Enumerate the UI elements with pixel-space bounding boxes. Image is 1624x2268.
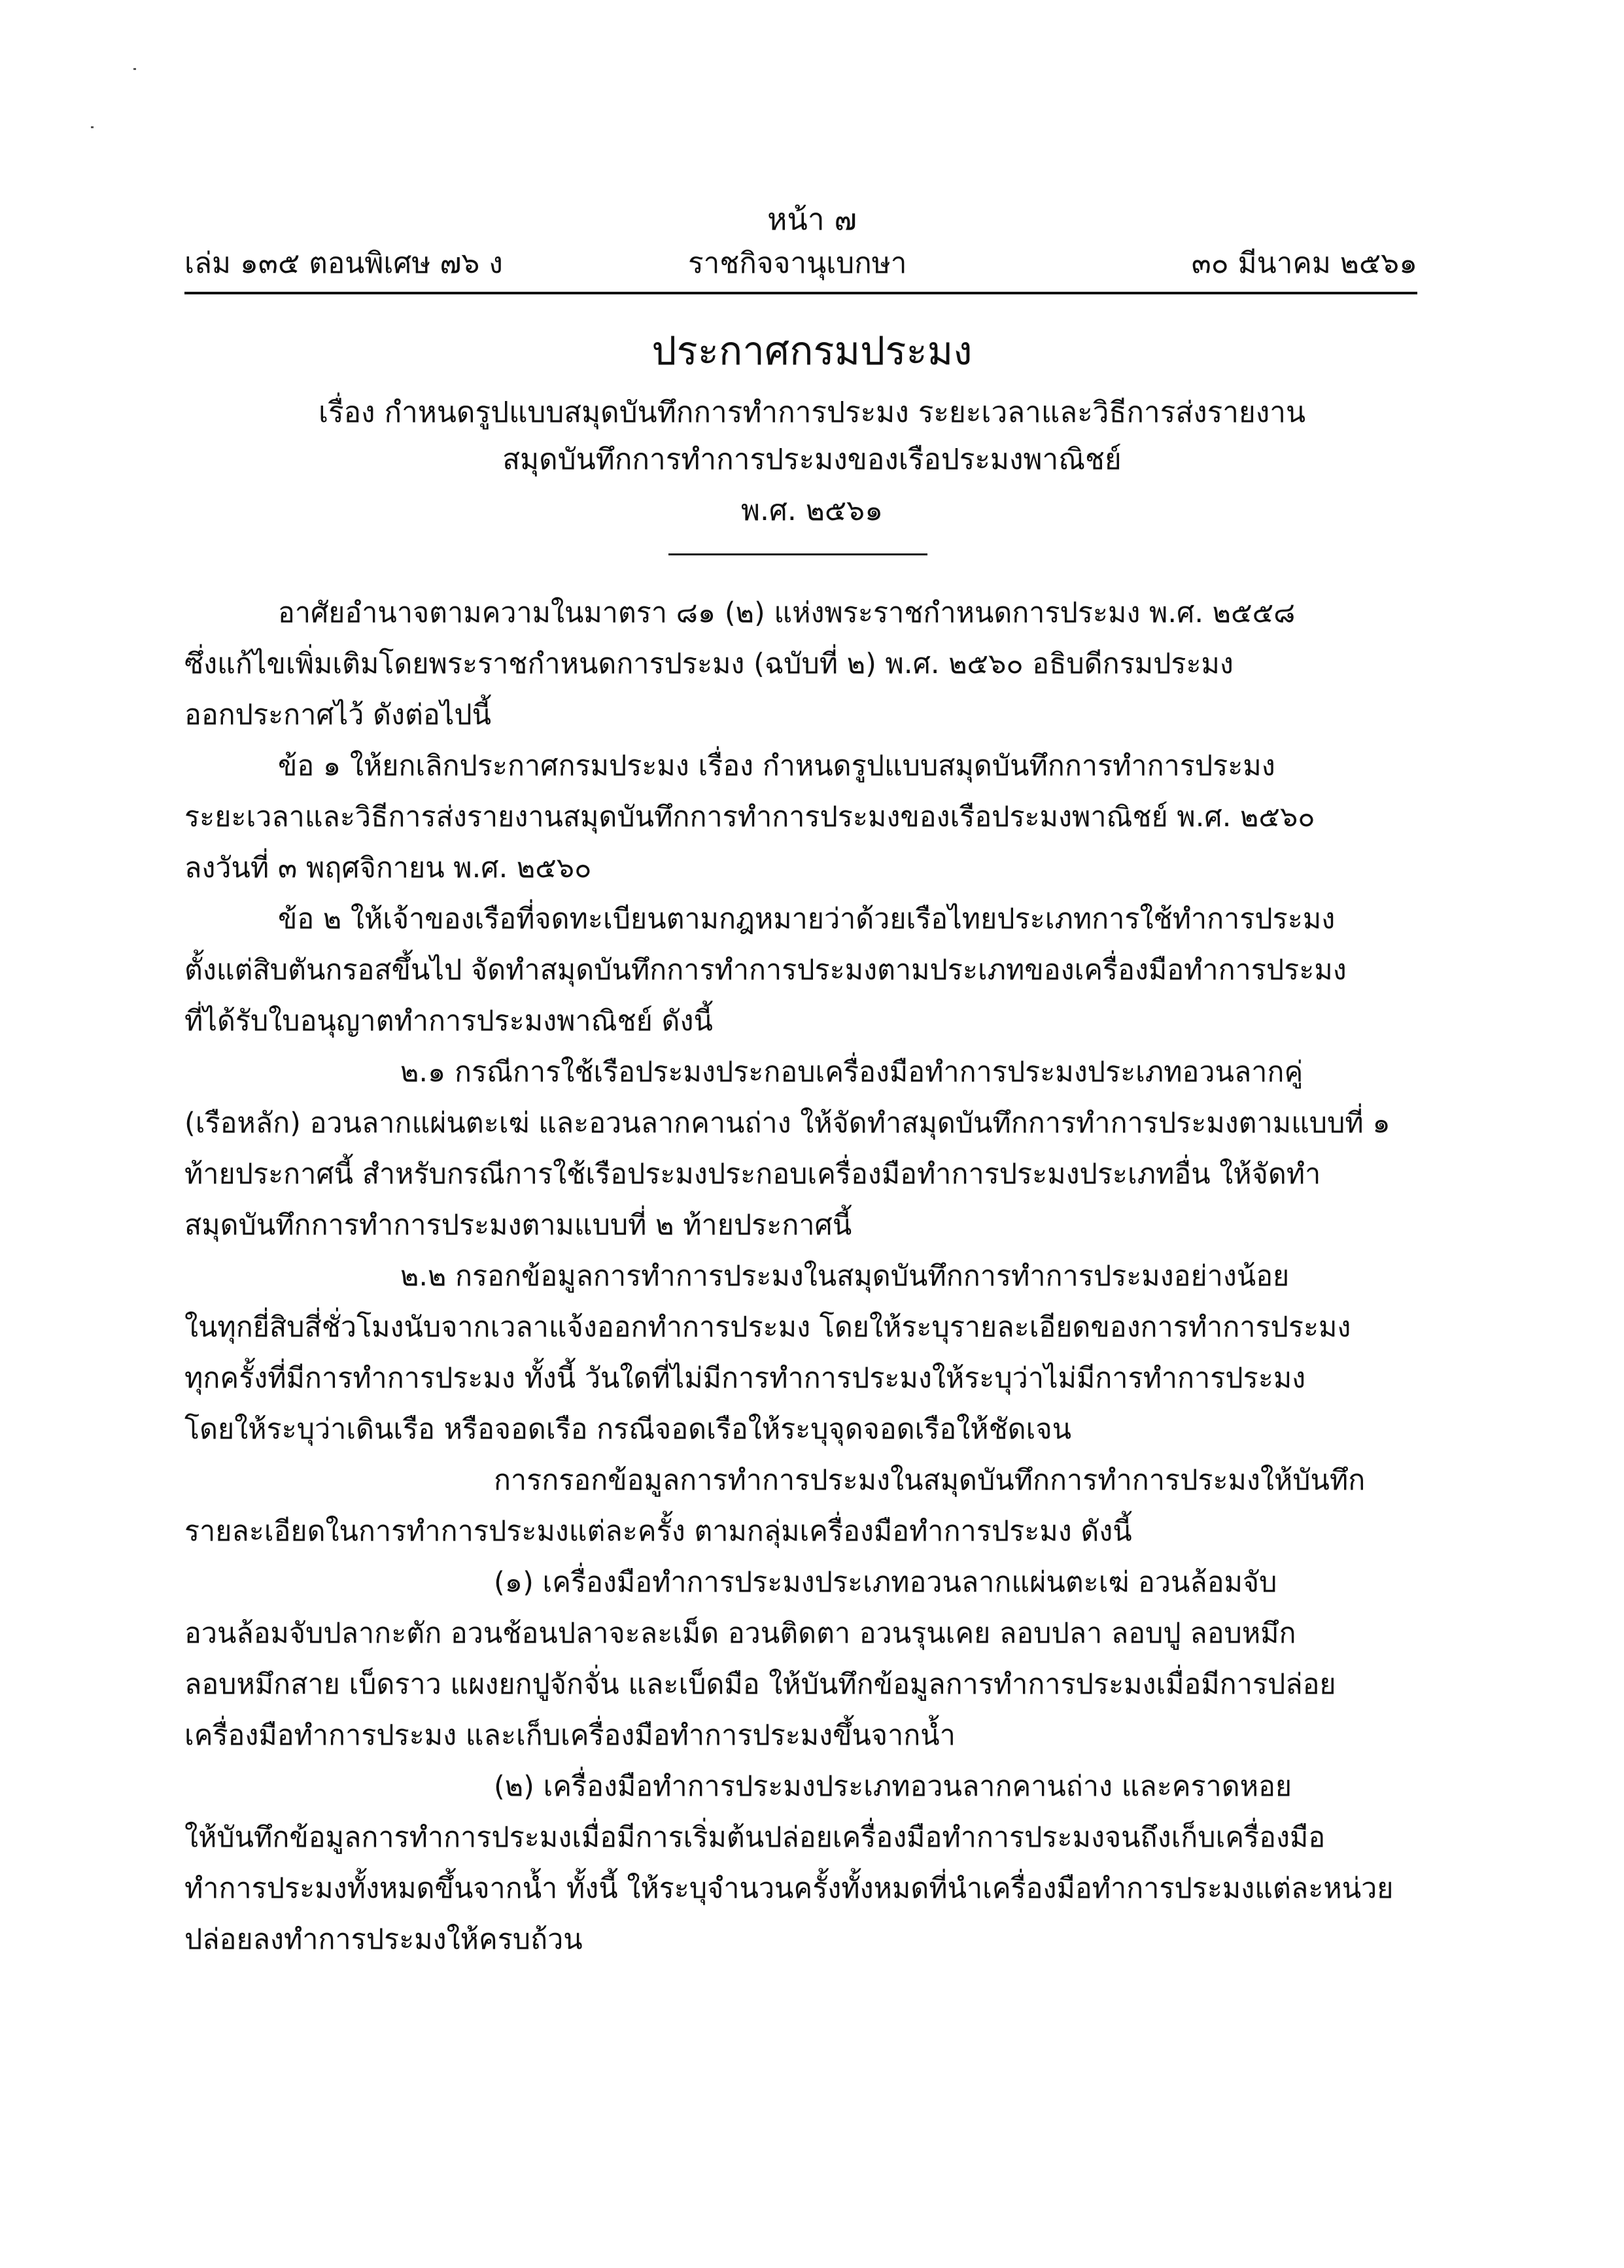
body-line: ๒.๑ กรณีการใช้เรือประมงประกอบเครื่องมือทำการประมงประเภทอวนลากคู่ [400,1056,1304,1089]
publication-date: ๓๐ มีนาคม ๒๕๖๑ [1191,247,1417,280]
body-line: (๑) เครื่องมือทำการประมงประเภทอวนลากแผ่นตะเฆ่ อวนล้อมจับ [494,1566,1277,1599]
body-line: ในทุกยี่สิบสี่ชั่วโมงนับจากเวลาแจ้งออกทำการประมง โดยให้ระบุรายละเอียดของการทำการประมง [184,1311,1351,1344]
body-line: (เรือหลัก) อวนลากแผ่นตะเฆ่ และอวนลากคานถ่าง ให้จัดทำสมุดบันทึกการทำการประมงตามแบบที่ ๑ [184,1107,1391,1140]
document-title: ประกาศกรมประมง [651,328,973,374]
body-line: ออกประกาศไว้ ดังต่อไปนี้ [184,699,492,731]
body-line: ท้ายประกาศนี้ สำหรับกรณีการใช้เรือประมงประกอบเครื่องมือทำการประมงประเภทอื่น ให้จัดทำ [184,1158,1321,1191]
header-divider [184,292,1417,294]
scan-speck [133,68,136,70]
body-line: ๒.๒ กรอกข้อมูลการทำการประมงในสมุดบันทึกการทำการประมงอย่างน้อย [400,1260,1290,1293]
volume-issue: เล่ม ๑๓๕ ตอนพิเศษ ๗๖ ง [184,247,503,280]
body-line: ที่ได้รับใบอนุญาตทำการประมงพาณิชย์ ดังนี้ [184,1005,713,1038]
body-line: ระยะเวลาและวิธีการส่งรายงานสมุดบันทึกการทำการประมงของเรือประมงพาณิชย์ พ.ศ. ๒๕๖๐ [184,801,1315,833]
body-line: ทุกครั้งที่มีการทำการประมง ทั้งนี้ วันใดที่ไม่มีการทำการประมงให้ระบุว่าไม่มีการทำการประมง [184,1362,1306,1395]
body-line: การกรอกข้อมูลการทำการประมงในสมุดบันทึกการทำการประมงให้บันทึก [494,1464,1366,1497]
title-divider [668,553,927,555]
body-line: ลงวันที่ ๓ พฤศจิกายน พ.ศ. ๒๕๖๐ [184,852,592,884]
body-line: โดยให้ระบุว่าเดินเรือ หรือจอดเรือ กรณีจอดเรือให้ระบุจุดจอดเรือให้ชัดเจน [184,1413,1071,1446]
gazette-name: ราชกิจจานุเบกษา [688,247,907,280]
subject-line: สมุดบันทึกการทำการประมงของเรือประมงพาณิชย์ [502,443,1122,476]
body-line: ข้อ ๑ ให้ยกเลิกประกาศกรมประมง เรื่อง กำหนดรูปแบบสมุดบันทึกการทำการประมง [278,750,1275,782]
subject-line: เรื่อง กำหนดรูปแบบสมุดบันทึกการทำการประมง ระยะเวลาและวิธีการส่งรายงาน [318,396,1306,429]
body-line: อาศัยอำนาจตามความในมาตรา ๘๑ (๒) แห่งพระราชกำหนดการประมง พ.ศ. ๒๕๕๘ [278,597,1296,629]
page-number: หน้า ๗ [767,201,857,237]
body-line: ข้อ ๒ ให้เจ้าของเรือที่จดทะเบียนตามกฎหมายว่าด้วยเรือไทยประเภทการใช้ทำการประมง [278,903,1336,935]
document-year: พ.ศ. ๒๕๖๑ [740,494,884,527]
body-line: รายละเอียดในการทำการประมงแต่ละครั้ง ตามกลุ่มเครื่องมือทำการประมง ดังนี้ [184,1515,1132,1548]
gazette-header [184,243,1417,284]
body-line: (๒) เครื่องมือทำการประมงประเภทอวนลากคานถ่าง และคราดหอย [494,1770,1292,1803]
body-line: ทำการประมงทั้งหมดขึ้นจากน้ำ ทั้งนี้ ให้ระบุจำนวนครั้งทั้งหมดที่นำเครื่องมือทำการประมงแต่ละหน่วย [184,1872,1394,1905]
body-line: ตั้งแต่สิบตันกรอสขึ้นไป จัดทำสมุดบันทึกการทำการประมงตามประเภทของเครื่องมือทำการประมง [184,954,1347,986]
body-line: ลอบหมึกสาย เบ็ดราว แผงยกปูจักจั่น และเบ็ดมือ ให้บันทึกข้อมูลการทำการประมงเมื่อมีการปล่อย [184,1668,1336,1701]
body-line: ปล่อยลงทำการประมงให้ครบถ้วน [184,1923,583,1956]
body-line: สมุดบันทึกการทำการประมงตามแบบที่ ๒ ท้ายประกาศนี้ [184,1209,852,1242]
body-line: ซึ่งแก้ไขเพิ่มเติมโดยพระราชกำหนดการประมง (ฉบับที่ ๒) พ.ศ. ๒๕๖๐ อธิบดีกรมประมง [184,648,1234,680]
body-line: ให้บันทึกข้อมูลการทำการประมงเมื่อมีการเริ่มต้นปล่อยเครื่องมือทำการประมงจนถึงเก็บเครื่องมือ [184,1821,1326,1854]
body-line: เครื่องมือทำการประมง และเก็บเครื่องมือทำการประมงขึ้นจากน้ำ [184,1719,956,1752]
body-line: อวนล้อมจับปลากะตัก อวนช้อนปลาจะละเม็ด อวนติดตา อวนรุนเคย ลอบปลา ลอบปู ลอบหมึก [184,1617,1296,1650]
scan-speck [91,126,94,128]
